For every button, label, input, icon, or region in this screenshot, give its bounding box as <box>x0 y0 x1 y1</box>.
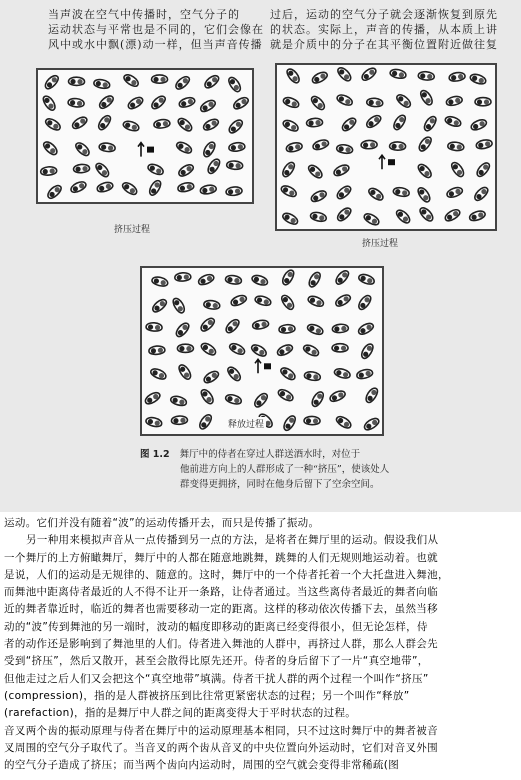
dancer-couple <box>253 391 270 408</box>
dancer-couple <box>285 67 301 85</box>
dancer-couple <box>470 118 488 132</box>
dancer-couple <box>335 206 352 223</box>
dancer-couple <box>73 164 90 173</box>
dancer-couple <box>198 413 214 431</box>
dancer-couple <box>416 162 433 179</box>
dancer-couple <box>335 414 353 430</box>
dancer-couple <box>152 75 168 83</box>
dancer-couple <box>71 115 89 131</box>
dancer-couple <box>144 390 162 405</box>
panel-label-right: 挤压过程 <box>362 239 399 249</box>
dancer-couple <box>40 166 57 176</box>
caption-line: 群变得更拥挤，同时在他身后留下了空余空间。 <box>180 479 380 490</box>
dancer-couple <box>395 208 412 225</box>
dancer-couple <box>203 73 221 89</box>
dancer-couple <box>365 113 383 129</box>
dancer-couple <box>171 416 187 425</box>
dancer-couple <box>146 322 163 331</box>
dancer-couple <box>392 113 408 131</box>
dancer-couple <box>177 363 193 381</box>
dancer-couple <box>227 75 243 93</box>
dancer-couple <box>177 181 194 192</box>
squeeze-panel-left <box>36 68 254 204</box>
waiter-with-arrow <box>255 359 271 373</box>
dancer-couple <box>332 163 350 178</box>
dancer-couple <box>390 142 406 151</box>
dancer-couple <box>230 294 248 308</box>
dancer-couple <box>203 300 220 310</box>
dancer-couple <box>468 209 486 222</box>
text-line: 风中或水中飘(漂)动一样，但当声音传播 <box>48 38 263 51</box>
dancer-couple <box>68 77 84 86</box>
dancer-couple <box>282 118 300 133</box>
dancer-couple <box>178 96 196 109</box>
dancer-couple <box>311 70 329 85</box>
top-right-text <box>270 7 498 52</box>
paragraph-line: 一个舞厅的上方俯瞰舞厅，舞厅中的人都在随意地跳舞，跳舞的人们无规则地运动着。也就 <box>4 551 438 564</box>
dancer-couple <box>336 93 354 107</box>
dancer-couple <box>121 181 139 197</box>
dancer-couple <box>41 94 57 112</box>
dancer-couple <box>417 135 433 153</box>
dancer-couple <box>361 140 377 149</box>
dancer-couple <box>226 160 243 169</box>
dancer-couple <box>475 161 492 179</box>
dancer-crowd-illustration <box>277 65 495 229</box>
dancer-crowd-illustration <box>142 268 382 434</box>
dancer-couple <box>177 344 193 352</box>
dancer-couple <box>228 142 245 152</box>
dancer-couple <box>44 117 62 132</box>
dancer-couple <box>310 211 327 223</box>
dancer-couple <box>225 393 243 405</box>
dancer-couple <box>444 115 462 128</box>
caption-line: 舞厅中的侍者在穿过人群送酒水时，对位于 <box>179 449 361 460</box>
dancer-couple <box>393 187 410 198</box>
dancer-couple <box>469 73 487 86</box>
dancer-couple <box>170 395 188 407</box>
text-line: 当声波在空气中传播时，空气分子的 <box>48 8 240 21</box>
dancer-couple <box>96 114 112 132</box>
dancer-couple <box>363 416 381 432</box>
dancer-couple <box>279 366 297 382</box>
dancer-couple <box>122 73 140 89</box>
panel-label-center: 释放过程 <box>226 417 266 430</box>
dancer-couple <box>99 142 116 152</box>
dancer-couple <box>149 367 167 381</box>
dancer-couple <box>200 341 218 357</box>
dancer-couple <box>171 297 186 315</box>
dancer-couple <box>250 343 268 358</box>
dancer-couple <box>93 78 110 89</box>
dancer-couple <box>202 369 220 385</box>
paragraph-line: 但他走过之后人们又会把这个“真空地带”填满。侍者干扰人群的两个过程一个叫作“挤压” <box>4 672 429 685</box>
dancer-couple <box>366 98 383 108</box>
dancer-couple <box>126 95 144 110</box>
paragraph-line: 叉周围的空气分子取代了。当音叉的两个齿从音叉的中央位置向外运动时，它们对音叉外围 <box>4 741 438 754</box>
dancer-couple <box>334 293 352 308</box>
dancer-couple <box>147 179 162 197</box>
dancer-couple <box>363 212 381 227</box>
dancer-couple <box>356 368 374 380</box>
dancer-couple <box>199 98 217 113</box>
dancer-couple <box>310 390 325 408</box>
paragraph-line: 的空气分子造成了挤压；而当两个齿向内运动时，周围的空气就会变得非常稀疏(图 <box>4 759 400 772</box>
dancer-couple <box>360 66 378 82</box>
dancer-couple <box>358 273 376 286</box>
dancer-couple <box>174 74 191 91</box>
dancer-couple <box>304 416 320 425</box>
dancer-couple <box>285 141 302 153</box>
waiter-with-arrow <box>138 143 154 157</box>
dancer-couple <box>174 321 191 338</box>
dancer-couple <box>359 342 374 360</box>
dancer-couple <box>150 94 167 111</box>
dancer-couple <box>197 273 215 287</box>
dancer-couple <box>418 206 435 223</box>
dancer-couple <box>281 161 297 179</box>
dancer-couple <box>177 163 195 178</box>
dancer-couple <box>149 345 166 355</box>
paragraph-line: 者的动作还是影响到了舞池里的人们。侍者进入舞池的人群中，再挤过人群，那么人群会先 <box>4 638 438 651</box>
dancer-couple <box>445 95 462 107</box>
paragraph-line: 另一种用来模拟声音从一点传播到另一点的方法，是将者在舞厅里的运动。假设我们从 <box>26 534 439 547</box>
dancer-couple <box>422 115 438 133</box>
paragraph-line: (compression)，指的是人群被挤压到比往常更紧密状态的过程；另一个叫作“释放” <box>4 689 410 702</box>
dancer-couple <box>302 343 320 358</box>
dancer-couple <box>416 186 432 204</box>
top-left-text <box>48 7 264 52</box>
paragraph-line: 音叉两个齿的振动原理与侍者在舞厅中的运动原理基本相同，只不过这时舞厅中的舞者被音 <box>4 724 438 737</box>
paragraph-line: 近的舞者靠近时，临近的舞者也需要移动一定的距离。这样的移动依次传播下去，虽然当移 <box>4 603 438 616</box>
dancer-couple <box>281 268 296 286</box>
dancer-couple <box>153 119 170 129</box>
dancer-couple <box>473 185 490 202</box>
dancer-couple <box>280 293 296 311</box>
dancer-couple <box>307 294 325 308</box>
dancer-couple <box>200 184 217 195</box>
text-line: 的状态。实际上，声音的传播，从本质上讲 <box>270 23 498 36</box>
dancer-couple <box>336 144 353 154</box>
dancer-couple <box>335 184 352 201</box>
dancer-couple <box>418 71 435 81</box>
dancer-couple <box>122 120 140 133</box>
dancer-couple <box>332 344 348 352</box>
dancer-couple <box>306 323 324 336</box>
dancer-couple <box>450 161 466 179</box>
dancer-couple <box>68 98 85 108</box>
dancer-couple <box>304 371 321 382</box>
figure-number: 图 1.2 <box>140 449 170 460</box>
dancer-couple <box>310 94 327 111</box>
dancer-couple <box>151 297 169 314</box>
dancer-couple <box>332 324 349 333</box>
dancer-couple <box>475 98 491 106</box>
dancer-couple <box>226 365 243 382</box>
dancer-couple <box>419 89 435 107</box>
dancer-couple <box>254 295 272 307</box>
dancer-couple <box>336 66 353 83</box>
dancer-couple <box>252 319 269 330</box>
text-line: 就是介质中的分子在其平衡位置附近做往复 <box>270 38 498 51</box>
dancer-couple <box>281 211 299 226</box>
waiter-with-arrow <box>379 155 395 169</box>
dancer-couple <box>333 367 351 379</box>
dancer-couple <box>176 116 193 133</box>
paragraph-line: (rarefaction)，指的是舞厅中人群之间的距离变得大于平时状态的过程。 <box>4 707 357 720</box>
release-panel-center <box>140 266 384 436</box>
dancer-couple <box>282 414 297 432</box>
dancer-couple <box>279 324 296 334</box>
dancer-couple <box>202 140 217 158</box>
dancer-couple <box>389 68 406 79</box>
squeeze-panel-right <box>275 63 497 231</box>
paragraph-line: 运动。它们并没有随着“波”的运动传播开去，而只是传播了振动。 <box>4 517 320 529</box>
dancer-couple <box>46 183 63 200</box>
dancer-couple <box>447 141 464 151</box>
dancer-couple <box>307 163 324 180</box>
dancer-couple <box>310 189 328 204</box>
dancer-couple <box>94 161 111 178</box>
dancer-couple <box>206 157 222 175</box>
dancer-couple <box>276 343 294 357</box>
dancer-couple <box>357 321 375 336</box>
body-text <box>4 515 519 774</box>
dancer-couple <box>306 118 323 127</box>
dancer-couple <box>227 118 244 135</box>
dancer-couple <box>228 342 246 357</box>
dancer-couple <box>145 416 162 428</box>
dancer-couple <box>282 96 300 109</box>
figure-caption <box>140 447 390 492</box>
dancer-couple <box>334 269 351 286</box>
dancer-couple <box>69 180 87 194</box>
dancer-couple <box>224 317 241 334</box>
dancer-couple <box>42 140 59 157</box>
dancer-couple <box>312 138 330 151</box>
dancer-couple <box>280 184 298 199</box>
dancer-couple <box>395 93 413 110</box>
dancer-couple <box>475 139 492 150</box>
dancer-couple <box>202 117 220 132</box>
dancer-couple <box>367 186 385 202</box>
caption-line: 他前进方向上的人群形成了一种“挤压”，使该处人 <box>180 464 390 475</box>
dancer-couple <box>232 95 250 110</box>
dancer-couple <box>340 116 357 133</box>
dancer-couple <box>446 186 464 199</box>
dancer-couple <box>96 181 114 194</box>
dancer-couple <box>449 71 466 82</box>
dancer-couple <box>97 94 115 111</box>
panel-label-left: 挤压过程 <box>114 225 151 235</box>
dancer-couple <box>43 73 60 90</box>
dancer-couple <box>443 208 461 223</box>
dancer-couple <box>147 162 165 176</box>
paragraph-line: 是说，人们的运动是无规律的、随意的。这时，舞厅中的一个侍者托着一个大托盘进入舞池， <box>4 568 449 581</box>
dancer-couple <box>226 186 243 196</box>
dancer-couple <box>225 275 242 285</box>
text-line: 运动状态与平常也是不同的，它们会像在 <box>48 23 264 36</box>
dancer-couple <box>199 388 215 406</box>
dancer-couple <box>74 141 91 158</box>
paragraph-line: 而舞池中距离侍者最近的人不得不让开一条路，让侍者通过。当这些离侍者最近的舞者向临 <box>4 586 438 599</box>
dancer-couple <box>307 271 322 289</box>
dancer-couple <box>175 272 192 281</box>
dancer-couple <box>175 140 193 155</box>
dancer-couple <box>357 294 373 312</box>
text-line: 过后，运动的空气分子就会逐渐恢复到原先 <box>270 8 498 21</box>
dancer-couple <box>277 388 295 403</box>
paragraph-line: 动的“波”传到舞池的另一端时，波动的幅度即移动的距离已经变得很小，但无论怎样，侍 <box>4 620 428 633</box>
dancer-couple <box>251 274 269 287</box>
dancer-couple <box>364 386 380 404</box>
dancer-couple <box>151 276 169 288</box>
dancer-crowd-illustration <box>38 70 252 202</box>
dancer-couple <box>328 389 346 403</box>
dancer-couple <box>199 316 216 333</box>
paragraph-line: 受到“挤压”，然后又散开，甚至会散得比原先还开。侍者的身后留下了一片“真空地带”， <box>4 655 429 668</box>
